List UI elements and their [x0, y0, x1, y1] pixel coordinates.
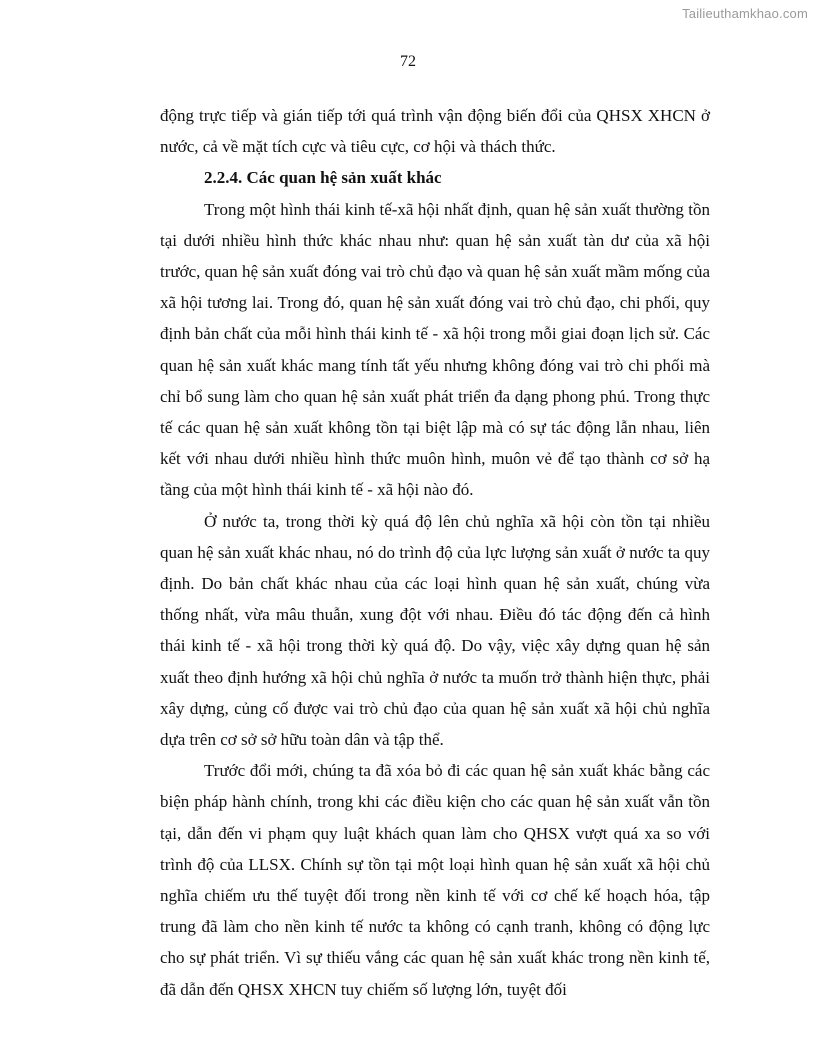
- paragraph-continued: động trực tiếp và gián tiếp tới quá trình vận động biến đổi của QHSX XHCN ở nước, cả về mặt tích cực và tiêu cực, cơ hội và thách thức.: [160, 106, 710, 157]
- paragraph: Trước đổi mới, chúng ta đã xóa bỏ đi các quan hệ sản xuất khác bằng các biện pháp hành chính, trong khi các điều kiện cho các quan hệ sản xuất vẫn tồn tại, dẫn đến vi phạm quy luật khách quan làm cho QHSX vượt quá xa so với trình độ của LLSX. Chính sự tồn tại một loại hình quan hệ sản xuất xã hội chủ nghĩa chiếm ưu thế tuyệt đối trong nền kinh tế với cơ chế kế hoạch hóa, tập trung đã làm cho nền kinh tế nước ta không có cạnh tranh, không có động lực cho sự phát triển. Vì sự thiếu vắng các quan hệ sản xuất khác trong nền kinh tế, đã dẫn đến QHSX XHCN tuy chiếm số lượng lớn, tuyệt đối: [160, 761, 710, 999]
- section-heading: 2.2.4. Các quan hệ sản xuất khác: [204, 168, 442, 188]
- page-number: 72: [400, 53, 416, 70]
- paragraph: Ở nước ta, trong thời kỳ quá độ lên chủ nghĩa xã hội còn tồn tại nhiều quan hệ sản xuất khác nhau, nó do trình độ của lực lượng sản xuất ở nước ta quy định. Do bản chất khác nhau của các loại hình quan hệ sản xuất, chúng vừa thống nhất, vừa mâu thuẫn, xung đột với nhau. Điều đó tác động đến cả hình thái kinh tế - xã hội trong thời kỳ quá độ. Do vậy, việc xây dựng quan hệ sản xuất theo định hướng xã hội chủ nghĩa ở nước ta muốn trở thành hiện thực, phải xây dựng, củng cố được vai trò chủ đạo của quan hệ sản xuất xã hội chủ nghĩa dựa trên cơ sở sở hữu toàn dân và tập thể.: [160, 511, 710, 750]
- watermark: Tailieuthamkhao.com: [682, 6, 808, 21]
- paragraph: Trong một hình thái kinh tế-xã hội nhất định, quan hệ sản xuất thường tồn tại dưới nhiều hình thức khác nhau như: quan hệ sản xuất tàn dư của xã hội trước, quan hệ sản xuất đóng vai trò chủ đạo và quan hệ sản xuất mầm mống của xã hội tương lai. Trong đó, quan hệ sản xuất đóng vai trò chủ đạo, chi phối, quy định bản chất của mỗi hình thái kinh tế - xã hội trong mỗi giai đoạn lịch sử. Các quan hệ sản xuất khác mang tính tất yếu nhưng không đóng vai trò chi phối mà chỉ bổ sung làm cho quan hệ sản xuất phát triển đa dạng phong phú. Trong thực tế các quan hệ sản xuất không tồn tại biệt lập mà có sự tác động lẫn nhau, liên kết với nhau dưới nhiều hình thức muôn hình, muôn vẻ để tạo thành cơ sở hạ tầng của một hình thái kinh tế - xã hội nào đó.: [160, 199, 710, 500]
- document-body: [160, 100, 710, 1005]
